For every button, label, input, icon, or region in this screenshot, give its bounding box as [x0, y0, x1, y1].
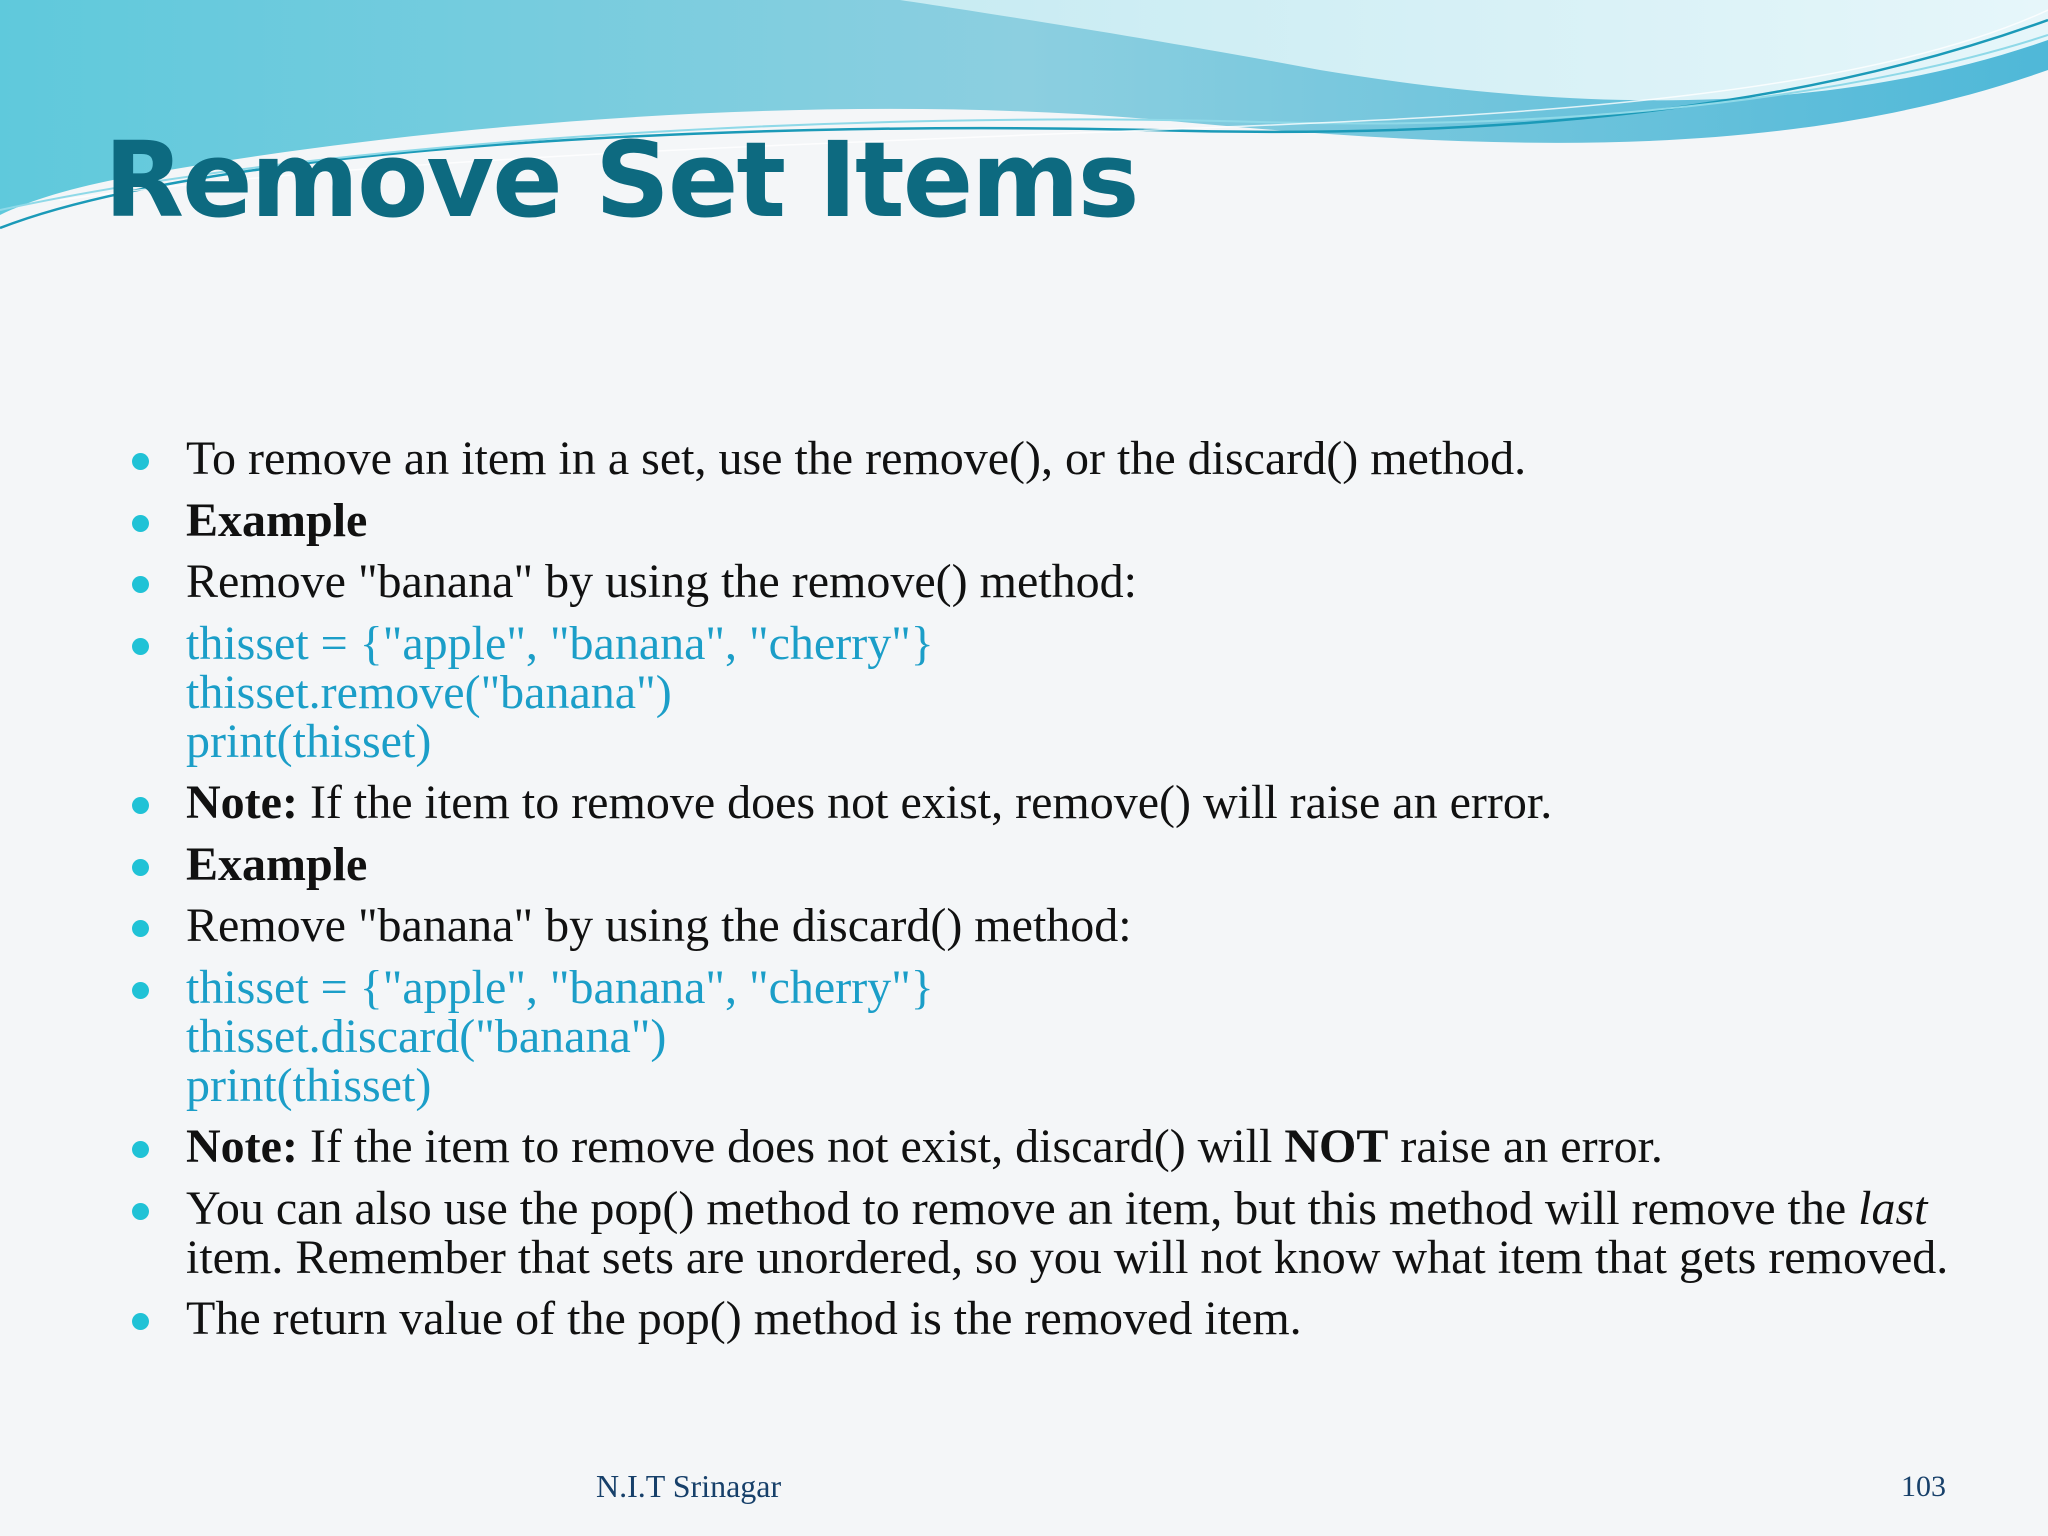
- bullet-example-heading: [132, 837, 2012, 891]
- note-text: If the item to remove does not exist, remove() will raise an error.: [297, 776, 1553, 829]
- note-text: raise an error.: [1388, 1120, 1663, 1173]
- code-line: thisset.remove("banana"): [186, 665, 672, 719]
- bullet-list: [132, 434, 2012, 1356]
- note-emphasis: NOT: [1284, 1120, 1389, 1173]
- bullet-text: Remove "banana" by using the discard() method:: [186, 899, 1132, 952]
- slide-title: Remove Set Items: [104, 119, 1138, 241]
- code-line: thisset = {"apple", "banana", "cherry"}: [186, 960, 934, 1014]
- bullet-text: To remove an item in a set, use the remove(), or the discard() method.: [186, 432, 1527, 485]
- code-line: thisset.discard("banana"): [186, 1009, 667, 1063]
- pop-text: You can also use the pop() method to remove an item, but this method will remove the: [186, 1181, 1859, 1235]
- bullet-return-value: [132, 1294, 2012, 1343]
- code-line: print(thisset): [186, 714, 432, 768]
- bullet-note-remove: [132, 778, 2012, 827]
- note-text: If the item to remove does not exist, discard() will: [297, 1120, 1285, 1173]
- pop-text: item. Remember that sets are unordered, so you will not know what item that gets removed.: [186, 1230, 1949, 1284]
- bullet-discard-description: [132, 901, 2012, 950]
- code-line: thisset = {"apple", "banana", "cherry"}: [186, 616, 934, 670]
- bullet-text: Remove "banana" by using the remove() method:: [186, 555, 1137, 608]
- code-block-discard: [132, 960, 2012, 1112]
- bullet-note-discard: [132, 1122, 2012, 1171]
- pop-emphasis: last: [1858, 1181, 1928, 1235]
- bullet-intro: [132, 434, 2012, 483]
- page-number: 103: [1901, 1470, 1946, 1503]
- bullet-pop: [132, 1181, 2012, 1284]
- bullet-remove-description: [132, 557, 2012, 606]
- code-block-remove: [132, 616, 2012, 768]
- bullet-text: The return value of the pop() method is the removed item.: [186, 1292, 1302, 1345]
- example-heading: Example: [186, 837, 368, 891]
- note-label: Note:: [186, 776, 298, 829]
- footer-institution: N.I.T Srinagar: [596, 1468, 782, 1504]
- note-label: Note:: [186, 1120, 298, 1173]
- bullet-example-heading: [132, 493, 2012, 547]
- example-heading: Example: [186, 493, 368, 547]
- code-line: print(thisset): [186, 1058, 432, 1112]
